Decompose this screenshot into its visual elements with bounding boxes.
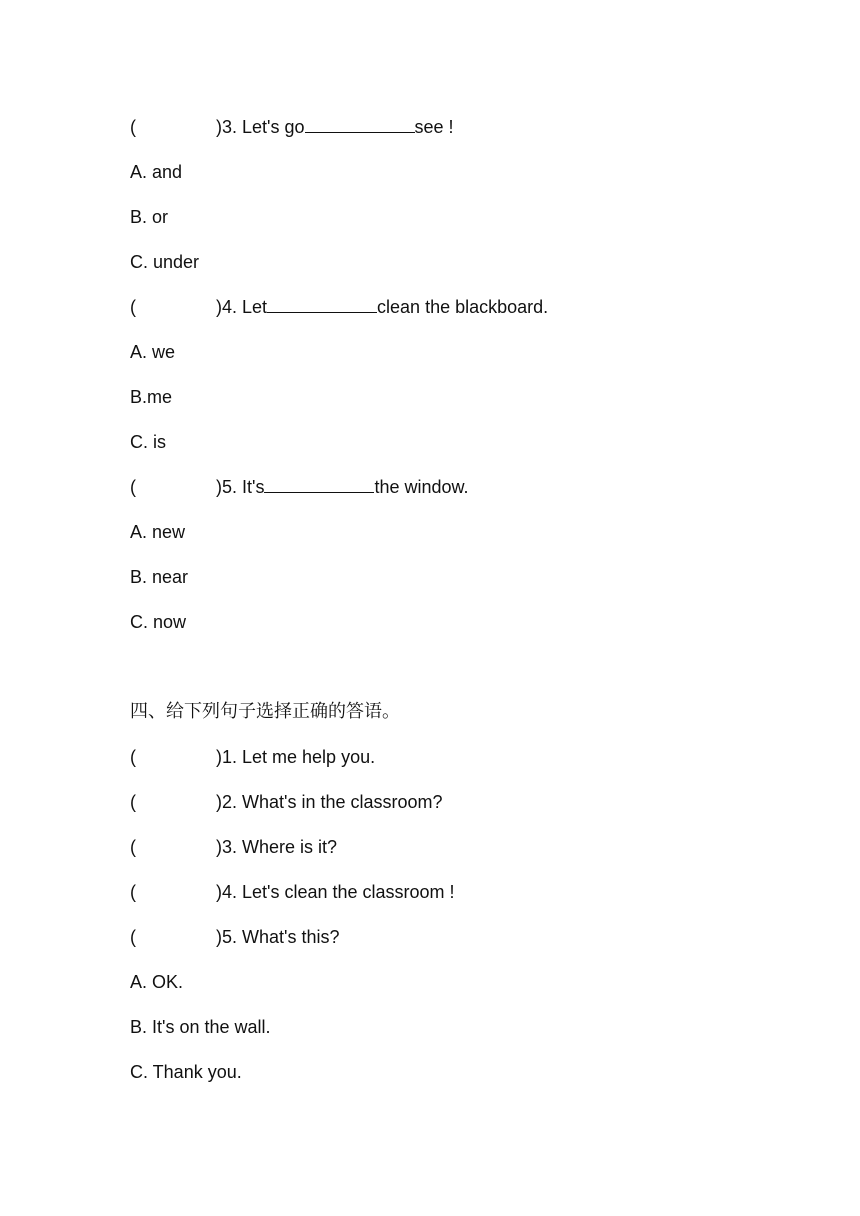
answer-paren: ( xyxy=(130,792,136,812)
question-text: )5. It's xyxy=(216,477,265,497)
answer-paren: ( xyxy=(130,927,136,947)
match-question-4 xyxy=(130,877,770,922)
answer-paren: ( xyxy=(130,297,136,317)
question-text: )3. Let's go xyxy=(216,117,305,137)
answer-paren: ( xyxy=(130,477,136,497)
match-question-1 xyxy=(130,742,770,787)
match-question-2 xyxy=(130,787,770,832)
answer-option: B. It's on the wall. xyxy=(130,1017,271,1037)
question-text: )5. What's this? xyxy=(216,927,340,947)
option: C. under xyxy=(130,252,200,272)
option: B.me xyxy=(130,387,173,407)
option: A. we xyxy=(130,342,176,362)
question-3 xyxy=(130,112,770,157)
question-text: )4. Let xyxy=(216,297,268,317)
option: B. or xyxy=(130,207,169,227)
question-text-end: see ! xyxy=(414,117,454,137)
option: B. near xyxy=(130,567,189,587)
question-text: )1. Let me help you. xyxy=(216,747,376,767)
section-spacer xyxy=(130,652,770,697)
option: C. is xyxy=(130,432,166,452)
question-text-end: clean the blackboard. xyxy=(377,297,549,317)
question-text: )2. What's in the classroom? xyxy=(216,792,443,812)
fill-blank xyxy=(305,112,415,133)
worksheet-page xyxy=(130,112,770,1102)
answer-paren: ( xyxy=(130,747,136,767)
fill-blank xyxy=(264,472,374,493)
option: A. new xyxy=(130,522,186,542)
question-text: )3. Where is it? xyxy=(216,837,338,857)
answer-paren: ( xyxy=(130,837,136,857)
answer-paren: ( xyxy=(130,882,136,902)
question-text: )4. Let's clean the classroom ! xyxy=(216,882,455,902)
option: C. now xyxy=(130,612,187,632)
match-question-5 xyxy=(130,922,770,967)
answer-option: C. Thank you. xyxy=(130,1062,242,1082)
option: A. and xyxy=(130,162,183,182)
section-heading: 四、给下列句子选择正确的答语。 xyxy=(130,701,400,722)
question-text-end: the window. xyxy=(374,477,469,497)
answer-option: A. OK. xyxy=(130,972,184,992)
question-4 xyxy=(130,292,770,337)
fill-blank xyxy=(267,292,377,313)
answer-paren: ( xyxy=(130,117,136,137)
match-question-3 xyxy=(130,832,770,877)
question-5 xyxy=(130,472,770,517)
